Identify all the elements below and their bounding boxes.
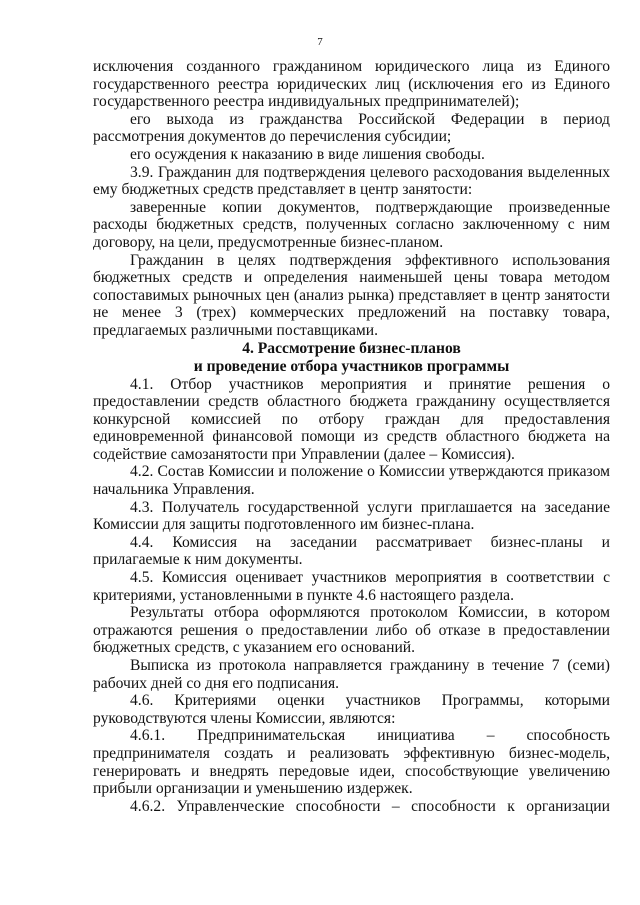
paragraph: его осуждения к наказанию в виде лишения свободы.: [130, 145, 485, 163]
paragraph: 3.9. Гражданин для подтверждения целевого расходования выделенных ему бюджетных средств представляет в центр занятости:: [93, 163, 610, 199]
paragraph: исключения созданного гражданином юридического лица из Единого государственного реестра юридических лиц (исключения его из Единого государственного реестра индивидуальных предпринимателей);: [93, 58, 610, 111]
paragraph: 4.4. Комиссия на заседании рассматривает бизнес-планы и прилагаемые к ним документы.: [93, 533, 610, 569]
page-number: 7: [317, 36, 323, 48]
paragraph: Выписка из протокола направляется гражданину в течение 7 (семи) рабочих дней со дня его подписания.: [93, 657, 610, 692]
paragraph: Результаты отбора оформляются протоколом Комиссии, в котором отражаются решения о предоставлении либо об отказе в предоставлении бюджетных средств, с указанием его оснований.: [93, 604, 610, 657]
paragraph: 4.3. Получатель государственной услуги приглашается на заседание Комиссии для защиты подготовленного им бизнес-плана.: [93, 498, 610, 534]
paragraph: 4.5. Комиссия оценивает участников мероприятия в соответствии с критериями, установленными в пункте 4.6 настоящего раздела.: [93, 569, 610, 604]
paragraph: 4.1. Отбор участников мероприятия и принятие решения о предоставлении средств областного бюджета гражданину осуществляется конкурсной комиссией по отбору граждан для предоставления единовременной финансовой помощи из средств областного бюджета на содействие самозанятости при Управлении (далее – Комиссия).: [93, 375, 610, 463]
paragraph: заверенные копии документов, подтверждающие произведенные расходы бюджетных средств, полученных согласно заключенному с ним договору, на цели, предусмотренные бизнес-планом.: [93, 198, 610, 251]
document-body: [93, 58, 610, 815]
paragraph: 4.6.1. Предпринимательская инициатива – способность предпринимателя создать и реализовать эффективную бизнес-модель, генерировать и внедрять передовые идеи, способствующие увеличению прибыли организации и уменьшению издержек.: [93, 727, 610, 798]
paragraph: его выхода из гражданства Российской Федерации в период рассмотрения документов до перечисления субсидии;: [93, 110, 610, 146]
paragraph: 4.6. Критериями оценки участников Программы, которыми руководствуются члены Комиссии, являются:: [93, 692, 610, 727]
paragraph: 4.6.2. Управленческие способности – способности к организации: [130, 797, 610, 815]
section-heading-line: 4. Рассмотрение бизнес-планов: [242, 339, 461, 357]
paragraph: 4.2. Состав Комиссии и положение о Комиссии утверждаются приказом начальника Управления.: [93, 463, 610, 499]
paragraph: Гражданин в целях подтверждения эффективного использования бюджетных средств и определения наименьшей цены товара методом сопоставимых рыночных цен (анализ рынка) представляет в центр занятости не менее 3 (трех) коммерческих предложений на поставку товара, предлагаемых различными поставщиками.: [93, 251, 610, 339]
section-heading-line: и проведение отбора участников программы: [193, 357, 510, 375]
section-heading: [93, 340, 610, 376]
